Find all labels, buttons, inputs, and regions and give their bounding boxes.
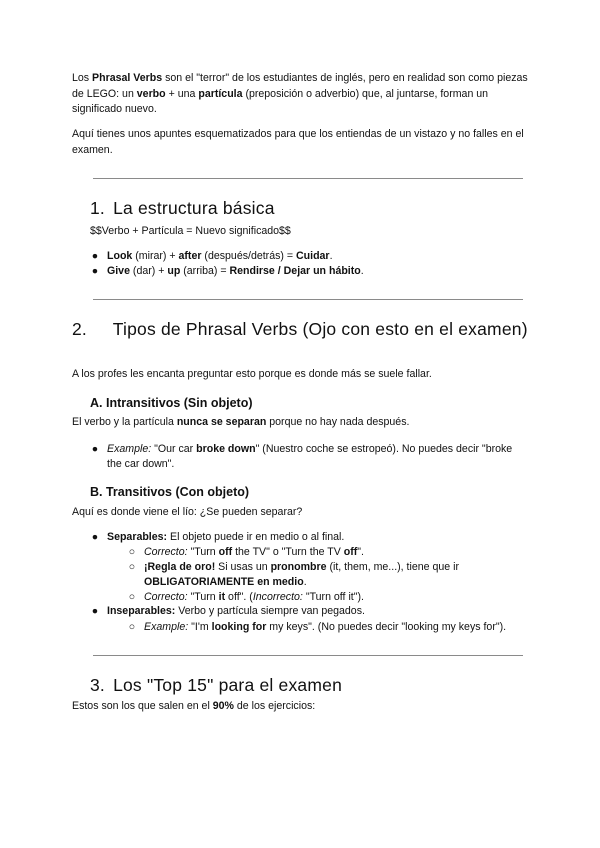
bold-text: Look <box>107 250 133 262</box>
list-item <box>91 442 527 472</box>
subsection-heading-a: A. Intransitivos (Sin objeto) <box>90 396 253 410</box>
section-title: Los "Top 15" para el examen <box>113 675 342 695</box>
bullet-hollow-icon: ○ <box>128 546 136 558</box>
list-item <box>91 264 527 279</box>
sub-list-item <box>128 590 529 605</box>
subsection-heading-b: B. Transitivos (Con objeto) <box>90 485 250 499</box>
bold-text: pronombre <box>270 561 327 573</box>
text: " (Nuestro coche se estropeó). No puedes decir "broke the car down". <box>107 443 513 470</box>
section-number: 3. <box>90 675 105 695</box>
text: Estos son los que salen en el <box>72 700 213 712</box>
bold-text: Separables: <box>107 531 168 543</box>
text: off". ( <box>225 591 253 603</box>
bold-text: Inseparables: <box>107 605 176 617</box>
section-number: 1. <box>90 198 105 218</box>
text: Si usas un <box>215 561 271 573</box>
bullet-hollow-icon: ○ <box>128 621 136 633</box>
text: (it, them, me...), tiene que ir <box>326 561 459 573</box>
bold-text: Rendirse / Dejar un hábito <box>229 265 361 277</box>
text: . <box>329 250 333 262</box>
italic-label: Correcto: <box>144 546 188 558</box>
bold-text: off <box>343 546 358 558</box>
italic-label: Correcto: <box>144 591 188 603</box>
bullet-icon: ● <box>91 443 99 455</box>
section-heading-1 <box>90 197 510 219</box>
bold-text: OBLIGATORIAMENTE en medio <box>144 576 304 588</box>
bold-text: up <box>167 265 181 277</box>
intro-paragraph-2: Aquí tienes unos apuntes esquematizados para que los entiendas de un vistazo y no falles en el examen. <box>72 128 524 156</box>
bullet-hollow-icon: ○ <box>128 591 136 603</box>
bold-text: ¡Regla de oro! <box>144 561 216 573</box>
text: de los ejercicios: <box>233 700 316 712</box>
bold-text: broke down <box>196 443 256 455</box>
horizontal-rule <box>93 655 523 656</box>
text: (mirar) + <box>132 250 179 262</box>
text: El verbo y la partícula <box>72 416 177 428</box>
text: ". <box>357 546 364 558</box>
text: . <box>360 265 364 277</box>
list-item-separables <box>91 530 527 545</box>
bold-text: looking for <box>211 621 267 633</box>
bullet-icon: ● <box>91 250 99 262</box>
bold-text: it <box>218 591 226 603</box>
bullet-icon: ● <box>91 265 99 277</box>
italic-label: Example: <box>107 443 152 455</box>
sub-list-item <box>128 560 529 590</box>
text: El objeto puede ir en medio o al final. <box>167 531 345 543</box>
text: (preposición o adverbio) que, al juntarse, forman un significado nuevo. <box>72 87 489 115</box>
bold-text: off <box>218 546 233 558</box>
text: "Turn off it"). <box>302 591 364 603</box>
text: (arriba) = <box>180 265 230 277</box>
text: . <box>303 576 307 588</box>
horizontal-rule <box>93 178 523 179</box>
text: son el "terror" de los estudiantes de inglés, pero en realidad son como piezas de LEGO: un <box>72 72 528 100</box>
text: the TV" o "Turn the TV <box>232 546 344 558</box>
section-title: La estructura básica <box>113 198 275 218</box>
bold-text: Cuidar <box>296 250 330 262</box>
list-item <box>91 249 527 264</box>
horizontal-rule <box>93 299 523 300</box>
text: Los <box>72 72 93 84</box>
bold-text: nunca se separan <box>176 416 267 428</box>
text: "Turn <box>187 546 219 558</box>
section-3-intro <box>72 699 532 715</box>
formula: $$Verbo + Partícula = Nuevo significado$$ <box>90 225 291 237</box>
italic-label: Example: <box>144 621 189 633</box>
text: Verbo y partícula siempre van pegados. <box>175 605 365 617</box>
text: "Our car <box>151 443 197 455</box>
bullet-icon: ● <box>91 531 99 543</box>
bold-text: Give <box>107 265 130 277</box>
subsection-a-text <box>72 415 532 431</box>
section-number: 2. <box>72 319 87 339</box>
text: "I'm <box>188 621 212 633</box>
section-heading-2 <box>72 318 528 340</box>
section-2-intro: A los profes les encanta preguntar esto porque es donde más se suele fallar. <box>72 368 432 380</box>
bold-text: Phrasal Verbs <box>92 72 163 84</box>
text: (después/detrás) = <box>201 250 296 262</box>
text: (dar) + <box>129 265 168 277</box>
list-item-inseparables <box>91 604 527 619</box>
bullet-icon: ● <box>91 605 99 617</box>
bold-text: 90% <box>212 700 234 712</box>
text: "Turn <box>187 591 219 603</box>
sub-list-item <box>128 545 529 560</box>
sub-list-item <box>128 620 529 635</box>
section-title: Tipos de Phrasal Verbs (Ojo con esto en el examen) <box>112 319 528 339</box>
bullet-hollow-icon: ○ <box>128 561 136 573</box>
bold-text: verbo <box>136 87 166 100</box>
text: my keys". (No puedes decir "looking my keys for"). <box>266 621 507 633</box>
italic-label: Incorrecto: <box>252 591 303 603</box>
section-heading-3 <box>90 674 510 696</box>
text: + una <box>165 87 199 100</box>
subsection-b-intro: Aquí es donde viene el lío: ¿Se pueden separar? <box>72 506 303 518</box>
text: porque no hay nada después. <box>266 416 410 428</box>
bold-text: partícula <box>198 87 243 100</box>
bold-text: after <box>178 250 202 262</box>
intro-paragraph <box>72 71 532 118</box>
